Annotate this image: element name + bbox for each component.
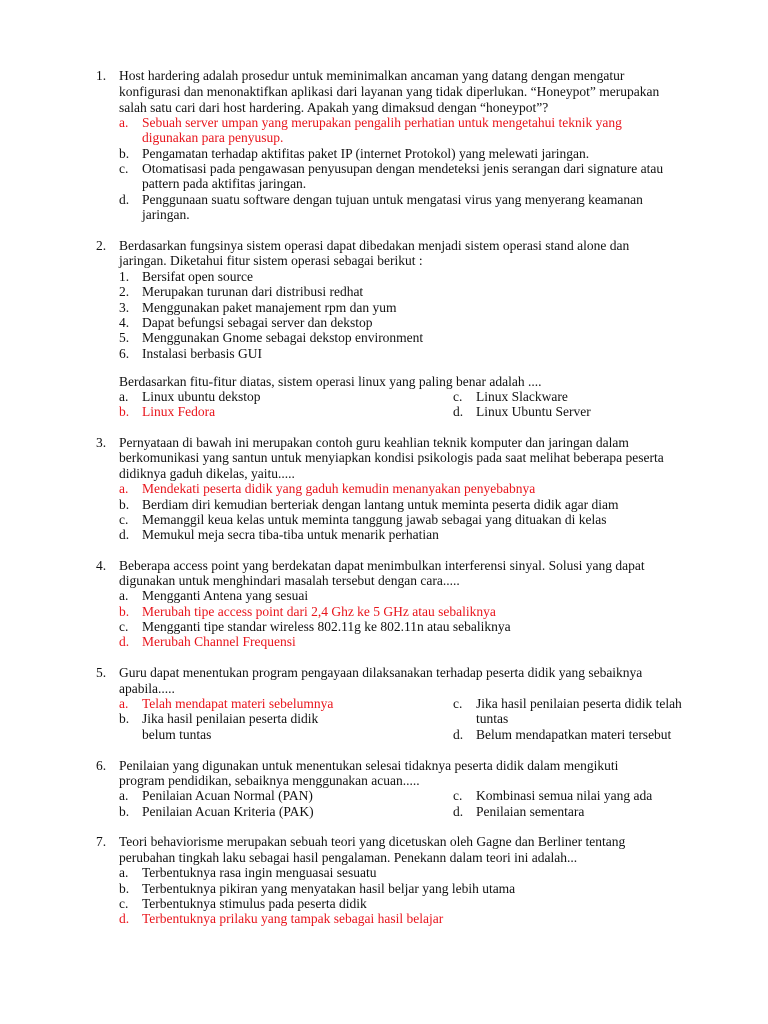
question-number: 7.	[96, 834, 107, 849]
option-letter-correct: d.	[119, 911, 130, 926]
option-letter: d.	[119, 527, 130, 542]
feature-number: 1.	[119, 269, 130, 284]
option-letter: c.	[119, 161, 129, 176]
option-text: Penilaian Acuan Normal (PAN)	[142, 788, 313, 803]
question-stem-line: digunakan untuk menghindari masalah tersebut dengan cara.....	[119, 573, 460, 588]
option-text-correct: Sebuah server umpan yang merupakan pengalih perhatian untuk mengetahui teknik yang	[142, 115, 622, 130]
option-text: Penilaian Acuan Kriteria (PAK)	[142, 804, 314, 819]
question-stem-line: Beberapa access point yang berdekatan dapat menimbulkan interferensi sinyal. Solusi yang dapat	[119, 558, 645, 573]
question-number: 1.	[96, 68, 107, 83]
option-letter-correct: b.	[119, 404, 130, 419]
question-prompt: Berdasarkan fitu-fitur diatas, sistem operasi linux yang paling benar adalah ....	[119, 374, 542, 389]
feature-number: 2.	[119, 284, 130, 299]
question-stem-line: Guru dapat menentukan program pengayaan dilaksanakan terhadap peserta didik yang sebaiknya	[119, 665, 643, 680]
option-letter-correct: a.	[119, 481, 129, 496]
option-letter: d.	[453, 404, 464, 419]
option-letter: b.	[119, 711, 130, 726]
option-text: Terbentuknya pikiran yang menyatakan hasil beljar yang lebih utama	[142, 881, 516, 896]
feature-text: Instalasi berbasis GUI	[142, 346, 262, 361]
option-letter: a.	[119, 389, 129, 404]
question-stem-line: jaringan. Diketahui fitur sistem operasi sebagai berikut :	[119, 253, 423, 268]
option-letter: a.	[119, 788, 129, 803]
option-letter: b.	[119, 146, 130, 161]
option-text: Linux Slackware	[476, 389, 568, 404]
option-text: Belum mendapatkan materi tersebut	[476, 727, 672, 742]
feature-text: Bersifat open source	[142, 269, 253, 284]
option-text-correct: Merubah Channel Frequensi	[142, 634, 296, 649]
question-number: 6.	[96, 758, 107, 773]
option-letter: a.	[119, 865, 129, 880]
option-text-correct: Mendekati peserta didik yang gaduh kemudin menanyakan penyebabnya	[142, 481, 536, 496]
option-letter: c.	[453, 696, 463, 711]
question-stem-line: konfigurasi dan menonaktifkan aplikasi dari layanan yang tidak diperlukan. “Honeypot” merupakan	[119, 84, 660, 99]
option-text: Linux ubuntu dekstop	[142, 389, 261, 404]
option-text: Memukul meja secra tiba-tiba untuk menarik perhatian	[142, 527, 439, 542]
feature-number: 3.	[119, 300, 130, 315]
option-letter: b.	[119, 881, 130, 896]
feature-text: Dapat befungsi sebagai server dan dekstop	[142, 315, 373, 330]
option-letter: a.	[119, 588, 129, 603]
question-stem-line: didiknya gaduh dikelas, yaitu.....	[119, 466, 295, 481]
option-text: Penggunaan suatu software dengan tujuan untuk mengatasi virus yang menyerang keamanan	[142, 192, 643, 207]
option-text: Mengganti Antena yang sesuai	[142, 588, 309, 603]
feature-text: Merupakan turunan dari distribusi redhat	[142, 284, 364, 299]
option-text: Pengamatan terhadap aktifitas paket IP (internet Protokol) yang melewati jaringan.	[142, 146, 590, 161]
option-text-correct: digunakan para penyusup.	[142, 130, 284, 145]
question-stem-line: Pernyataan di bawah ini merupakan contoh guru keahlian teknik komputer dan jaringan dalam	[119, 435, 629, 450]
option-text: jaringan.	[142, 207, 190, 222]
option-letter-correct: b.	[119, 604, 130, 619]
option-text-correct: Terbentuknya prilaku yang tampak sebagai hasil belajar	[142, 911, 444, 926]
option-letter: c.	[453, 788, 463, 803]
option-letter: c.	[119, 619, 129, 634]
option-text: Jika hasil penilaian peserta didik	[142, 711, 319, 726]
option-text-correct: Telah mendapat materi sebelumnya	[142, 696, 334, 711]
question-number: 4.	[96, 558, 107, 573]
option-letter-correct: a.	[119, 115, 129, 130]
question-number: 2.	[96, 238, 107, 253]
question-stem-line: apabila.....	[119, 681, 175, 696]
option-text: Terbentuknya rasa ingin menguasai sesuatu	[142, 865, 377, 880]
feature-number: 4.	[119, 315, 130, 330]
option-letter: b.	[119, 497, 130, 512]
option-text: Otomatisasi pada pengawasan penyusupan dengan mendeteksi jenis serangan dari signature atau	[142, 161, 664, 176]
option-letter: d.	[453, 727, 464, 742]
option-text: belum tuntas	[142, 727, 212, 742]
option-text: Jika hasil penilaian peserta didik telah	[476, 696, 682, 711]
option-text-correct: Merubah tipe access point dari 2,4 Ghz ke 5 GHz atau sebaliknya	[142, 604, 496, 619]
question-stem-line: salah satu cari dari host hardering. Apakah yang dimaksud dengan “honeypot”?	[119, 100, 549, 115]
option-letter: b.	[119, 804, 130, 819]
option-text: Linux Ubuntu Server	[476, 404, 591, 419]
question-stem-line: berkomunikasi yang santun untuk menyiapkan kondisi psikologis pada saat melihat beberapa peserta	[119, 450, 664, 465]
question-stem-line: perubahan tingkah laku sebagai hasil pengalaman. Penekann dalam teori ini adalah...	[119, 850, 578, 865]
option-letter: d.	[119, 192, 130, 207]
option-letter: c.	[453, 389, 463, 404]
feature-text: Menggunakan paket manajement rpm dan yum	[142, 300, 397, 315]
option-text: Terbentuknya stimulus pada peserta didik	[142, 896, 367, 911]
question-stem-line: Berdasarkan fungsinya sistem operasi dapat dibedakan menjadi sistem operasi stand alone dan	[119, 238, 630, 253]
option-text-correct: Linux Fedora	[142, 404, 216, 419]
option-text: pattern pada aktifitas jaringan.	[142, 176, 307, 191]
option-text: tuntas	[476, 711, 509, 726]
option-text: Berdiam diri kemudian berteriak dengan lantang untuk meminta peserta didik agar diam	[142, 497, 619, 512]
question-number: 5.	[96, 665, 107, 680]
feature-number: 5.	[119, 330, 130, 345]
question-stem-line: Teori behaviorisme merupakan sebuah teori yang dicetuskan oleh Gagne dan Berliner tentang	[119, 834, 626, 849]
feature-text: Menggunakan Gnome sebagai dekstop environment	[142, 330, 424, 345]
feature-number: 6.	[119, 346, 130, 361]
question-stem-line: program pendidikan, sebaiknya menggunakan acuan.....	[119, 773, 420, 788]
option-text: Memanggil keua kelas untuk meminta tanggung jawab sebagai yang dituakan di kelas	[142, 512, 607, 527]
option-letter-correct: a.	[119, 696, 129, 711]
option-text: Mengganti tipe standar wireless 802.11g ke 802.11n atau sebaliknya	[142, 619, 511, 634]
option-text: Penilaian sementara	[476, 804, 585, 819]
option-letter: c.	[119, 896, 129, 911]
question-stem-line: Penilaian yang digunakan untuk menentukan selesai tidaknya peserta didik dalam mengikuti	[119, 758, 619, 773]
question-stem-line: Host hardering adalah prosedur untuk meminimalkan ancaman yang datang dengan mengatur	[119, 68, 625, 83]
option-letter-correct: d.	[119, 634, 130, 649]
option-letter: c.	[119, 512, 129, 527]
question-number: 3.	[96, 435, 107, 450]
option-text: Kombinasi semua nilai yang ada	[476, 788, 653, 803]
option-letter: d.	[453, 804, 464, 819]
